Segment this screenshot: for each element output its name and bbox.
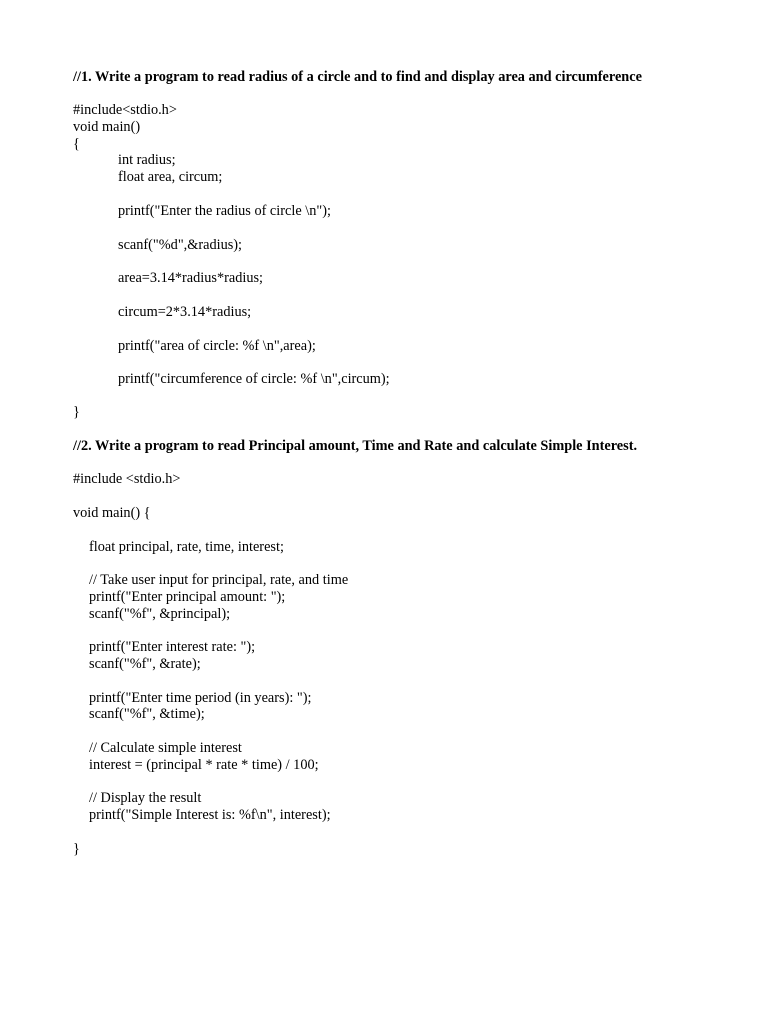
program2-prompt-principal: printf("Enter principal amount: "); [89,589,286,605]
program2-comment-display: // Display the result [89,790,202,806]
program1-main-signature: void main() [73,119,141,135]
program2-close-brace: } [73,841,80,857]
program2-include: #include <stdio.h> [73,471,181,487]
program1-decl-area: float area, circum; [118,169,223,185]
program1-open-brace: { [73,136,80,152]
program2-prompt-rate: printf("Enter interest rate: "); [89,639,256,655]
program2-prompt-time: printf("Enter time period (in years): "); [89,690,312,706]
program2-decl: float principal, rate, time, interest; [89,539,284,555]
program2-comment-calc: // Calculate simple interest [89,740,242,756]
program2-scan-principal: scanf("%f", &principal); [89,606,231,622]
program1-include: #include<stdio.h> [73,102,177,118]
program2-scan-time: scanf("%f", &time); [89,706,205,722]
program2-calc: interest = (principal * rate * time) / 100; [89,757,319,773]
program2-scan-rate: scanf("%f", &rate); [89,656,201,672]
program1-decl-radius: int radius; [118,152,176,168]
program2-comment-input: // Take user input for principal, rate, and time [89,572,349,588]
program1-scan: scanf("%d",&radius); [118,237,243,253]
program2-heading: //2. Write a program to read Principal amount, Time and Rate and calculate Simple Interest. [73,438,638,454]
program2-print-result: printf("Simple Interest is: %f\n", interest); [89,807,331,823]
program1-calc-circum: circum=2*3.14*radius; [118,304,252,320]
program1-close-brace: } [73,404,80,420]
program1-print-area: printf("area of circle: %f \n",area); [118,338,316,354]
program1-print-circum: printf("circumference of circle: %f \n",circum); [118,371,390,387]
program1-prompt: printf("Enter the radius of circle \n"); [118,203,331,219]
program1-calc-area: area=3.14*radius*radius; [118,270,264,286]
program1-heading: //1. Write a program to read radius of a circle and to find and display area and circumference [73,69,642,85]
program2-main-signature: void main() { [73,505,151,521]
